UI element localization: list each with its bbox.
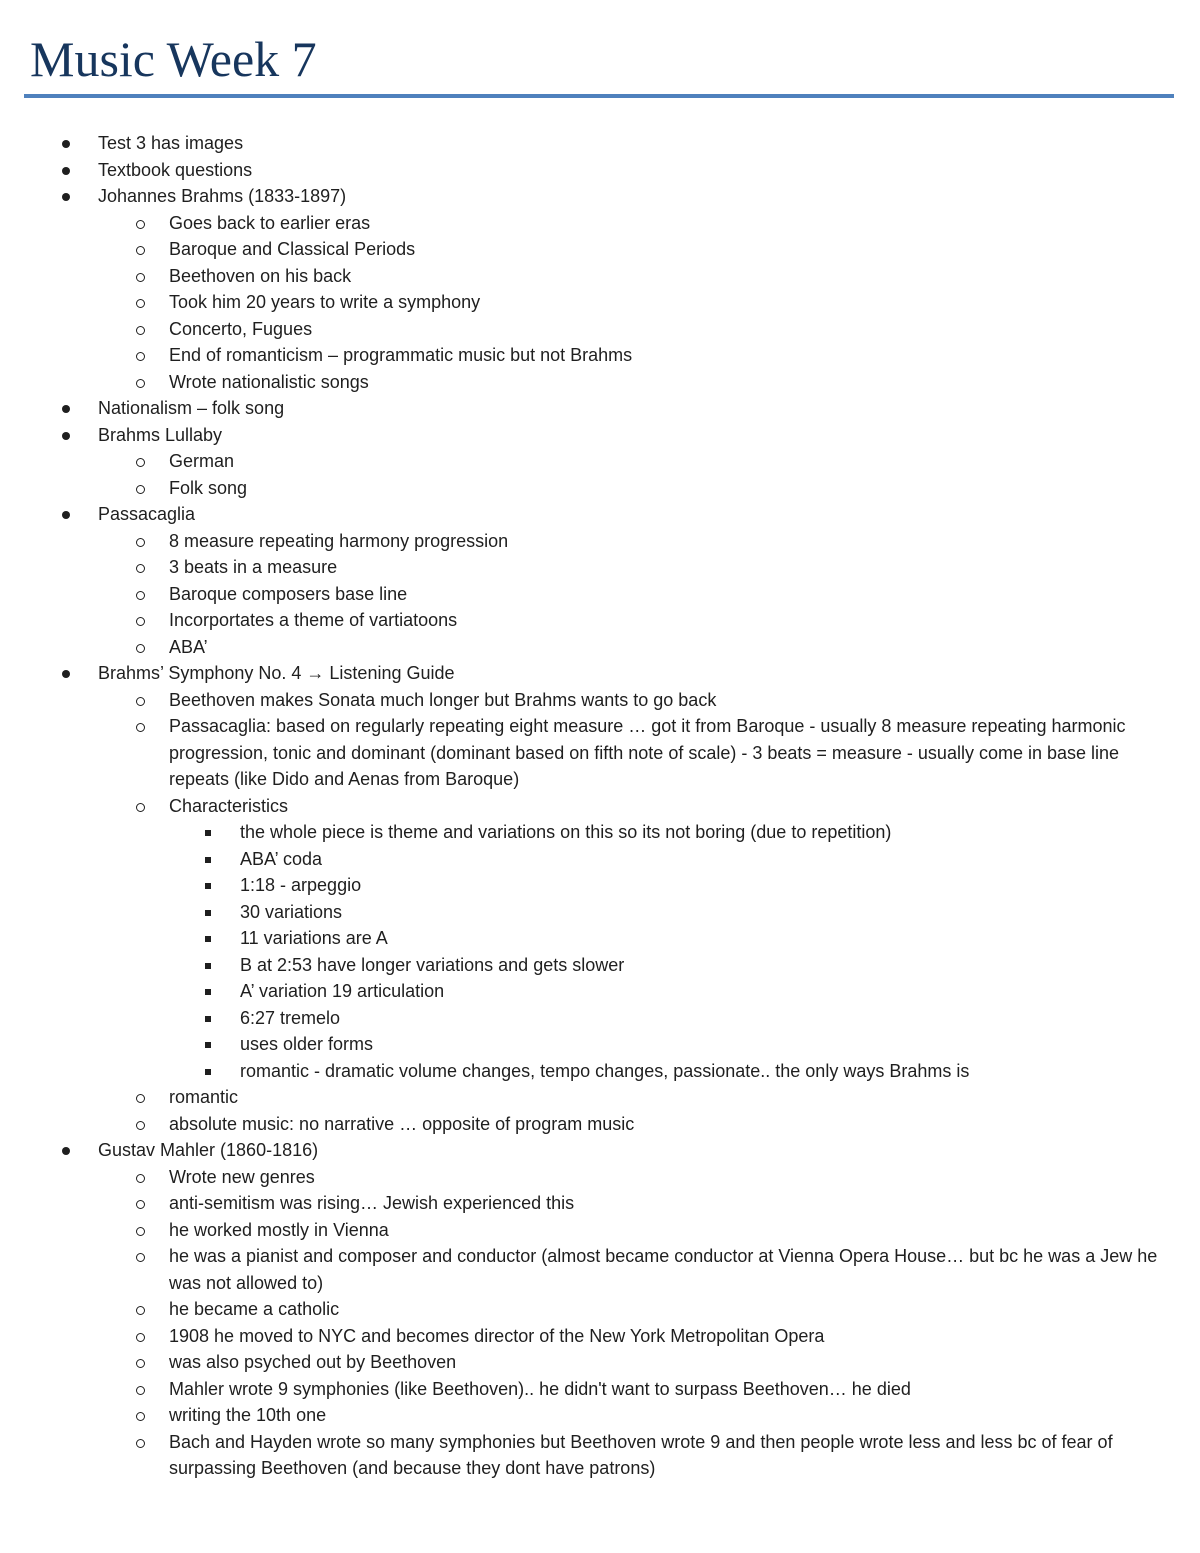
list-item xyxy=(0,872,1200,899)
list-item xyxy=(0,263,1200,290)
list-item xyxy=(0,1349,1200,1376)
bullet-circle-icon xyxy=(136,379,145,388)
list-item-text: Nationalism – folk song xyxy=(98,398,285,418)
list-item xyxy=(0,475,1200,502)
list-item xyxy=(0,634,1200,661)
bullet-circle-icon xyxy=(136,1174,145,1183)
list-item-text: 11 variations are A xyxy=(240,928,388,948)
list-item xyxy=(0,448,1200,475)
list-item-text: 3 beats in a measure xyxy=(169,557,338,577)
bullet-square-icon xyxy=(205,989,211,995)
bullet-square-icon xyxy=(205,910,211,916)
list-item-text: 8 measure repeating harmony progression xyxy=(169,530,509,551)
bullet-square-icon xyxy=(205,883,211,889)
list-item-text: Test 3 has images xyxy=(98,133,244,153)
bullet-circle-icon xyxy=(136,352,145,361)
list-item-text: was also psyched out by Beethoven xyxy=(169,1352,457,1372)
list-item xyxy=(0,1402,1200,1429)
list-item xyxy=(0,846,1200,873)
bullet-circle-icon xyxy=(136,1412,145,1421)
list-item-text: Baroque composers base line xyxy=(169,583,408,604)
bullet-circle-icon xyxy=(136,485,145,494)
list-item-text: anti-semitism was rising… Jewish experienced this xyxy=(169,1193,575,1213)
list-item-text: 6:27 tremelo xyxy=(240,1007,341,1028)
list-item xyxy=(0,289,1200,316)
list-item-text: Took him 20 years to write a symphony xyxy=(169,292,481,312)
list-item xyxy=(0,925,1200,952)
list-item xyxy=(0,687,1200,714)
bullet-circle-icon xyxy=(136,723,145,732)
bullet-circle-icon xyxy=(136,1121,145,1130)
bullet-circle-icon xyxy=(136,299,145,308)
list-item-text: romantic xyxy=(169,1087,239,1107)
list-item-text: Brahms Lullaby xyxy=(98,424,223,445)
list-item-text: 1908 he moved to NYC and becomes director of the New York Metropolitan Opera xyxy=(169,1325,825,1346)
list-item xyxy=(0,1164,1200,1191)
bullet-circle-icon xyxy=(136,273,145,282)
list-item-text: romantic - dramatic volume changes, tempo changes, passionate.. the only ways Brahms is xyxy=(240,1060,970,1081)
list-item xyxy=(0,1190,1200,1217)
bullet-circle-icon xyxy=(136,1094,145,1103)
list-item xyxy=(0,1058,1200,1085)
list-item xyxy=(0,369,1200,396)
bullet-circle-icon xyxy=(136,1306,145,1315)
bullet-circle-icon xyxy=(136,803,145,812)
list-item-text: Johannes Brahms (1833-1897) xyxy=(98,186,347,206)
list-item-text: Brahms’ Symphony No. 4 → Listening Guide xyxy=(98,663,455,683)
list-item-text: he became a catholic xyxy=(169,1299,340,1319)
list-item-text: writing the 10th one xyxy=(169,1405,327,1425)
list-item-text: Characteristics xyxy=(169,795,289,816)
bullet-square-icon xyxy=(205,1069,211,1075)
bullet-square-icon xyxy=(205,830,211,836)
bullet-dot-icon xyxy=(62,167,70,175)
list-item-text: German xyxy=(169,451,235,471)
list-item-text: Passacaglia xyxy=(98,504,196,524)
bullet-circle-icon xyxy=(136,564,145,573)
list-item-text: Folk song xyxy=(169,477,248,498)
list-item-text: Beethoven on his back xyxy=(169,265,352,286)
list-item-text: A’ variation 19 articulation xyxy=(240,981,445,1001)
list-item-text: 1:18 - arpeggio xyxy=(240,875,362,895)
list-item xyxy=(0,1217,1200,1244)
bullet-circle-icon xyxy=(136,458,145,467)
list-item xyxy=(0,1429,1200,1482)
list-item-text: Beethoven makes Sonata much longer but Brahms wants to go back xyxy=(169,689,717,710)
bullet-dot-icon xyxy=(62,140,70,148)
bullet-circle-icon xyxy=(136,538,145,547)
list-item-text: Passacaglia: based on regularly repeating eight measure … got it from Baroque - usually 8 measure repeating harmonic progression, tonic and dominant (dominant based on fifth note of scale) - 3 beats = measure - usually come in base line repeats (like Dido and Aenas from Baroque) xyxy=(169,716,1126,789)
list-item xyxy=(0,952,1200,979)
list-item-text: absolute music: no narrative … opposite of program music xyxy=(169,1113,635,1134)
list-item-text: Textbook questions xyxy=(98,159,253,180)
bullet-circle-icon xyxy=(136,1439,145,1448)
list-item-text: Gustav Mahler (1860-1816) xyxy=(98,1140,319,1160)
list-item-text: the whole piece is theme and variations on this so its not boring (due to repetition) xyxy=(240,822,892,842)
list-item xyxy=(0,130,1200,157)
bullet-circle-icon xyxy=(136,697,145,706)
list-item xyxy=(0,793,1200,820)
page-title: Music Week 7 xyxy=(30,31,317,87)
list-item-text: ABA’ coda xyxy=(240,848,323,869)
list-item xyxy=(0,1376,1200,1403)
bullet-circle-icon xyxy=(136,1386,145,1395)
bullet-circle-icon xyxy=(136,246,145,255)
list-item-text: Wrote nationalistic songs xyxy=(169,371,369,392)
list-item-text: he worked mostly in Vienna xyxy=(169,1219,389,1240)
bullet-dot-icon xyxy=(62,511,70,519)
bullet-square-icon xyxy=(205,1042,211,1048)
bullet-circle-icon xyxy=(136,644,145,653)
list-item xyxy=(0,1243,1200,1296)
list-item xyxy=(0,978,1200,1005)
bullet-circle-icon xyxy=(136,1253,145,1262)
list-item xyxy=(0,395,1200,422)
bullet-dot-icon xyxy=(62,1147,70,1155)
bullet-dot-icon xyxy=(62,193,70,201)
bullet-dot-icon xyxy=(62,432,70,440)
list-item xyxy=(0,554,1200,581)
list-item-text: Incorportates a theme of vartiatoons xyxy=(169,610,458,630)
list-item xyxy=(0,1323,1200,1350)
list-item xyxy=(0,1111,1200,1138)
list-item-text: Goes back to earlier eras xyxy=(169,212,371,233)
bullet-square-icon xyxy=(205,857,211,863)
list-item-text: Baroque and Classical Periods xyxy=(169,239,416,259)
bullet-circle-icon xyxy=(136,220,145,229)
list-item xyxy=(0,607,1200,634)
list-item-text: he was a pianist and composer and conductor (almost became conductor at Vienna Opera House… but bc he was a Jew he was not allowed to) xyxy=(169,1246,1158,1293)
list-item-text: ABA’ xyxy=(169,636,208,657)
list-item xyxy=(0,528,1200,555)
list-item-text: End of romanticism – programmatic music but not Brahms xyxy=(169,345,633,365)
list-item xyxy=(0,1137,1200,1164)
list-item-text: Bach and Hayden wrote so many symphonies but Beethoven wrote 9 and then people wrote less and less bc of fear of surpassing Beethoven (and because they dont have patrons) xyxy=(169,1431,1113,1478)
bullet-square-icon xyxy=(205,936,211,942)
list-item xyxy=(0,1031,1200,1058)
list-item xyxy=(0,236,1200,263)
bullet-square-icon xyxy=(205,963,211,969)
list-item xyxy=(0,157,1200,184)
list-item xyxy=(0,660,1200,687)
bullet-circle-icon xyxy=(136,591,145,600)
bullet-circle-icon xyxy=(136,1227,145,1236)
title-underline xyxy=(24,94,1174,98)
list-item-text: Mahler wrote 9 symphonies (like Beethoven).. he didn't want to surpass Beethoven… he died xyxy=(169,1378,911,1399)
bullet-circle-icon xyxy=(136,1200,145,1209)
list-item-text: 30 variations xyxy=(240,901,343,922)
bullet-circle-icon xyxy=(136,326,145,335)
bullet-dot-icon xyxy=(62,405,70,413)
list-item xyxy=(0,183,1200,210)
list-item xyxy=(0,899,1200,926)
bullet-dot-icon xyxy=(62,670,70,678)
list-item xyxy=(0,581,1200,608)
list-item-text: Concerto, Fugues xyxy=(169,318,313,339)
list-item xyxy=(0,342,1200,369)
bullet-circle-icon xyxy=(136,617,145,626)
list-item xyxy=(0,1296,1200,1323)
list-item-text: uses older forms xyxy=(240,1034,374,1054)
list-item-text: Wrote new genres xyxy=(169,1166,315,1187)
list-item xyxy=(0,713,1200,793)
bullet-circle-icon xyxy=(136,1333,145,1342)
list-item xyxy=(0,819,1200,846)
list-item xyxy=(0,1084,1200,1111)
list-item xyxy=(0,316,1200,343)
list-item xyxy=(0,1005,1200,1032)
bullet-square-icon xyxy=(205,1016,211,1022)
list-item-text: B at 2:53 have longer variations and gets slower xyxy=(240,954,625,975)
list-item xyxy=(0,210,1200,237)
list-item xyxy=(0,501,1200,528)
bullet-circle-icon xyxy=(136,1359,145,1368)
notes-list xyxy=(0,130,1200,1482)
list-item xyxy=(0,422,1200,449)
